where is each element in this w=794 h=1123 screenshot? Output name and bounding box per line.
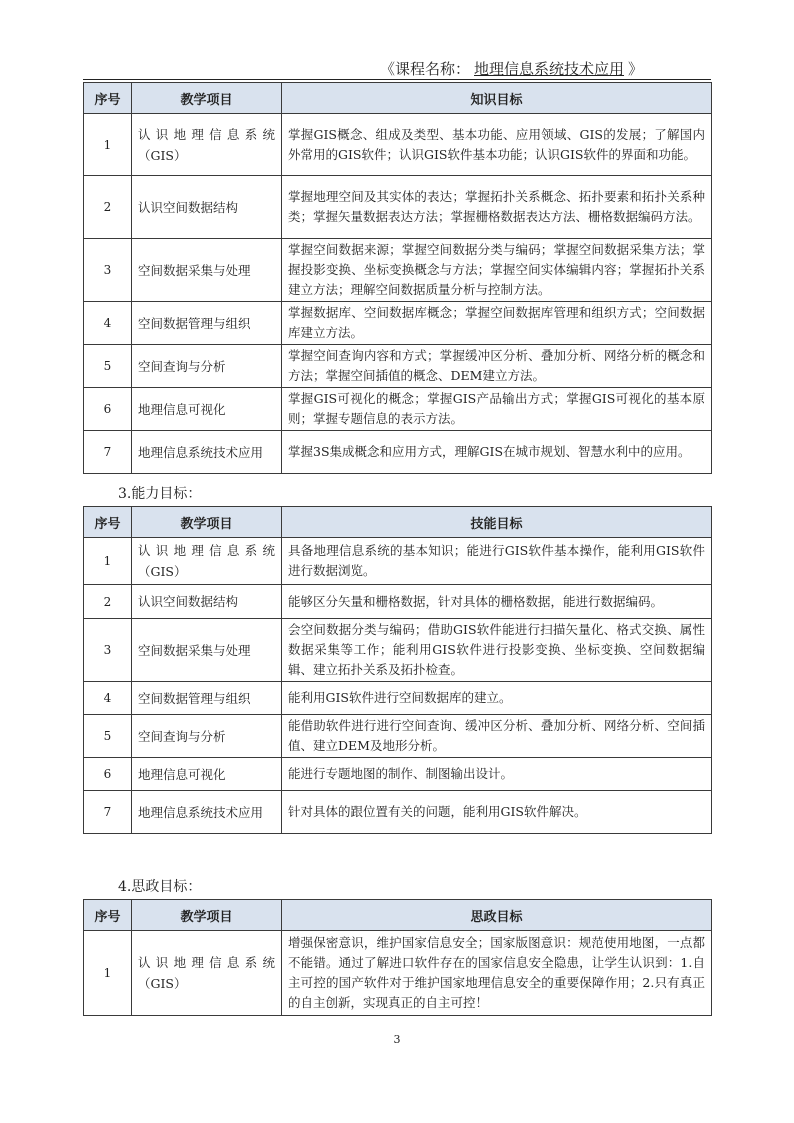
row-goal: 掌握数据库、空间数据库概念；掌握空间数据库管理和组织方式；空间数据库建立方法。 xyxy=(282,302,712,345)
header-project: 教学项目 xyxy=(132,900,282,931)
row-project: 地理信息可视化 xyxy=(132,758,282,791)
table-row xyxy=(84,176,712,239)
row-number: 5 xyxy=(84,345,132,388)
row-project: 认识地理信息系统（GIS） xyxy=(132,114,282,176)
row-goal: 掌握地理空间及其实体的表达；掌握拓扑关系概念、拓扑要素和拓扑关系种类；掌握矢量数据表达方法；掌握栅格数据表达方法、栅格数据编码方法。 xyxy=(282,176,712,239)
row-number: 3 xyxy=(84,239,132,302)
ability-table xyxy=(83,506,712,834)
row-goal: 能借助软件进行进行空间查询、缓冲区分析、叠加分析、网络分析、空间插值、建立DEM及地形分析。 xyxy=(282,715,712,758)
row-project: 空间数据管理与组织 xyxy=(132,302,282,345)
table-header-row xyxy=(84,507,712,538)
row-number: 5 xyxy=(84,715,132,758)
row-goal: 掌握空间查询内容和方式；掌握缓冲区分析、叠加分析、网络分析的概念和方法；掌握空间插值的概念、DEM建立方法。 xyxy=(282,345,712,388)
row-number: 2 xyxy=(84,176,132,239)
row-project: 空间数据管理与组织 xyxy=(132,682,282,715)
header-no: 序号 xyxy=(84,900,132,931)
row-goal: 具备地理信息系统的基本知识；能进行GIS软件基本操作，能利用GIS软件进行数据浏览。 xyxy=(282,538,712,585)
row-number: 6 xyxy=(84,388,132,431)
row-goal: 掌握GIS可视化的概念；掌握GIS产品输出方式；掌握GIS可视化的基本原则；掌握专题信息的表示方法。 xyxy=(282,388,712,431)
row-goal: 掌握空间数据来源；掌握空间数据分类与编码；掌握空间数据采集方法；掌握投影变换、坐标变换概念与方法；掌握空间实体编辑内容；掌握拓扑关系建立方法；理解空间数据质量分析与控制方法。 xyxy=(282,239,712,302)
row-goal: 掌握3S集成概念和应用方式，理解GIS在城市规划、智慧水利中的应用。 xyxy=(282,431,712,474)
row-number: 1 xyxy=(84,114,132,176)
table-row xyxy=(84,585,712,619)
row-project: 空间数据采集与处理 xyxy=(132,619,282,682)
row-goal: 针对具体的跟位置有关的问题，能利用GIS软件解决。 xyxy=(282,791,712,834)
table-row xyxy=(84,388,712,431)
page-number: 3 xyxy=(393,1033,401,1046)
header-no: 序号 xyxy=(84,83,132,114)
row-number: 2 xyxy=(84,585,132,619)
row-number: 6 xyxy=(84,758,132,791)
header-goal: 知识目标 xyxy=(282,83,712,114)
table-row xyxy=(84,114,712,176)
header-no: 序号 xyxy=(84,507,132,538)
row-project: 认识地理信息系统（GIS） xyxy=(132,931,282,1016)
table-row xyxy=(84,758,712,791)
knowledge-table xyxy=(83,82,712,474)
row-goal: 掌握GIS概念、组成及类型、基本功能、应用领域、GIS的发展；了解国内外常用的GIS软件；认识GIS软件基本功能；认识GIS软件的界面和功能。 xyxy=(282,114,712,176)
row-project: 空间查询与分析 xyxy=(132,715,282,758)
table-header-row xyxy=(84,83,712,114)
table-row xyxy=(84,345,712,388)
row-number: 7 xyxy=(84,791,132,834)
row-number: 1 xyxy=(84,931,132,1016)
row-goal: 增强保密意识，维护国家信息安全；国家版图意识：规范使用地图，一点都不能错。通过了解进口软件存在的国家信息安全隐患，让学生认识到：1.自主可控的国产软件对于维护国家地理信息安全的重要保障作用；2.只有真正的自主创新，实现真正的自主可控！ xyxy=(282,931,712,1016)
header-goal: 技能目标 xyxy=(282,507,712,538)
ideology-table xyxy=(83,899,712,1016)
table-row xyxy=(84,619,712,682)
header-project: 教学项目 xyxy=(132,83,282,114)
row-goal: 能够区分矢量和栅格数据，针对具体的栅格数据，能进行数据编码。 xyxy=(282,585,712,619)
table-row xyxy=(84,682,712,715)
row-project: 地理信息系统技术应用 xyxy=(132,431,282,474)
row-project: 空间数据采集与处理 xyxy=(132,239,282,302)
row-goal: 会空间数据分类与编码；借助GIS软件能进行扫描矢量化、格式交换、属性数据采集等工作；能利用GIS软件进行投影变换、坐标变换、空间数据编辑、建立拓扑关系及拓扑检查。 xyxy=(282,619,712,682)
row-number: 4 xyxy=(84,682,132,715)
header-project: 教学项目 xyxy=(132,507,282,538)
row-number: 4 xyxy=(84,302,132,345)
table-row xyxy=(84,239,712,302)
row-project: 认识地理信息系统（GIS） xyxy=(132,538,282,585)
table-row xyxy=(84,715,712,758)
row-goal: 能进行专题地图的制作、制图输出设计。 xyxy=(282,758,712,791)
row-project: 地理信息系统技术应用 xyxy=(132,791,282,834)
row-number: 1 xyxy=(84,538,132,585)
header-prefix: 《课程名称： xyxy=(380,60,471,78)
page-header xyxy=(380,58,643,79)
header-goal: 思政目标 xyxy=(282,900,712,931)
ability-section-title: 3.能力目标： xyxy=(118,486,202,502)
row-project: 空间查询与分析 xyxy=(132,345,282,388)
table-row xyxy=(84,302,712,345)
course-name: 地理信息系统技术应用 xyxy=(474,60,625,78)
row-project: 认识空间数据结构 xyxy=(132,176,282,239)
row-project: 认识空间数据结构 xyxy=(132,585,282,619)
table-row xyxy=(84,538,712,585)
header-suffix: 》 xyxy=(628,60,644,78)
header-rule xyxy=(83,79,711,80)
row-project: 地理信息可视化 xyxy=(132,388,282,431)
table-row xyxy=(84,791,712,834)
row-number: 3 xyxy=(84,619,132,682)
ideology-section-title: 4.思政目标： xyxy=(118,879,202,895)
row-goal: 能利用GIS软件进行空间数据库的建立。 xyxy=(282,682,712,715)
row-number: 7 xyxy=(84,431,132,474)
table-row xyxy=(84,431,712,474)
table-header-row xyxy=(84,900,712,931)
table-row xyxy=(84,931,712,1016)
